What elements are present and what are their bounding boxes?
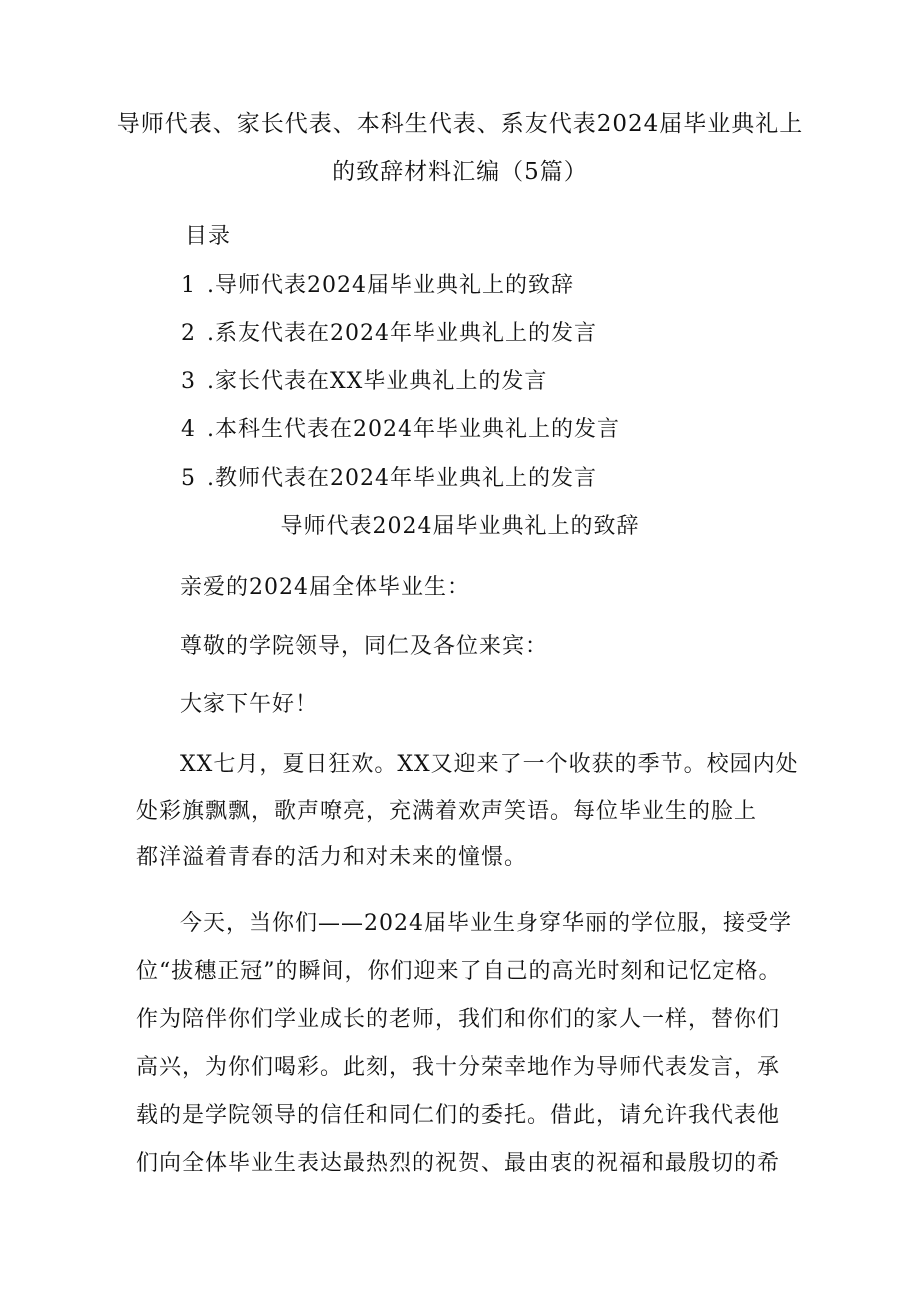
toc-item-text: .家长代表在XX毕业典礼上的发言	[207, 369, 548, 394]
toc-item-number: 5	[181, 466, 196, 491]
toc-item-1[interactable]	[181, 271, 574, 301]
paragraph-2-line-5: 载的是学院领导的信任和同仁们的委托。借此，请允许我代表他	[136, 1103, 781, 1128]
document-title-line-1: 导师代表、家长代表、本科生代表、系友代表2024届毕业典礼上	[116, 111, 804, 137]
paragraph-2-line-1: 今天，当你们——2024届毕业生身穿华丽的学位服，接受学	[180, 911, 792, 936]
toc-item-5[interactable]	[181, 464, 597, 494]
paragraph-2-line-2: 位“拔穗正冠”的瞬间，你们迎来了自己的高光时刻和记忆定格。	[136, 959, 782, 984]
paragraph-2-line-4: 高兴，为你们喝彩。此刻，我十分荣幸地作为导师代表发言，承	[136, 1055, 781, 1080]
toc-item-text: .导师代表2024届毕业典礼上的致辞	[207, 273, 574, 298]
toc-item-2[interactable]	[181, 319, 597, 349]
toc-item-number: 2	[181, 321, 196, 346]
toc-item-text: .教师代表在2024年毕业典礼上的发言	[207, 466, 597, 491]
toc-heading: 目录	[185, 224, 232, 249]
paragraph-1-line-2: 处彩旗飘飘，歌声嘹亮，充满着欢声笑语。每位毕业生的脸上	[136, 799, 758, 824]
toc-item-text: .系友代表在2024年毕业典礼上的发言	[207, 321, 597, 346]
greeting-line-2: 尊敬的学院领导，同仁及各位来宾：	[180, 634, 549, 659]
toc-item-number: 4	[181, 417, 196, 442]
paragraph-1-line-1: XX七月，夏日狂欢。XX又迎来了一个收获的季节。校园内处	[180, 752, 799, 777]
toc-item-3[interactable]	[181, 367, 547, 397]
document-title-line-2: 的致辞材料汇编（5篇）	[332, 159, 588, 185]
greeting-line-3: 大家下午好！	[180, 692, 319, 717]
greeting-line-1: 亲爱的2024届全体毕业生：	[180, 575, 470, 600]
paragraph-2-line-3: 作为陪伴你们学业成长的老师，我们和你们的家人一样，替你们	[136, 1007, 781, 1032]
paragraph-1-line-3: 都洋溢着青春的活力和对未来的憧憬。	[136, 845, 528, 870]
paragraph-2-line-6: 们向全体毕业生表达最热烈的祝贺、最由衷的祝福和最殷切的希	[136, 1151, 781, 1176]
toc-item-4[interactable]	[181, 415, 620, 445]
section-title: 导师代表2024届毕业典礼上的致辞	[280, 514, 640, 539]
toc-item-number: 3	[181, 369, 196, 394]
toc-item-number: 1	[181, 273, 196, 298]
toc-item-text: .本科生代表在2024年毕业典礼上的发言	[207, 417, 620, 442]
